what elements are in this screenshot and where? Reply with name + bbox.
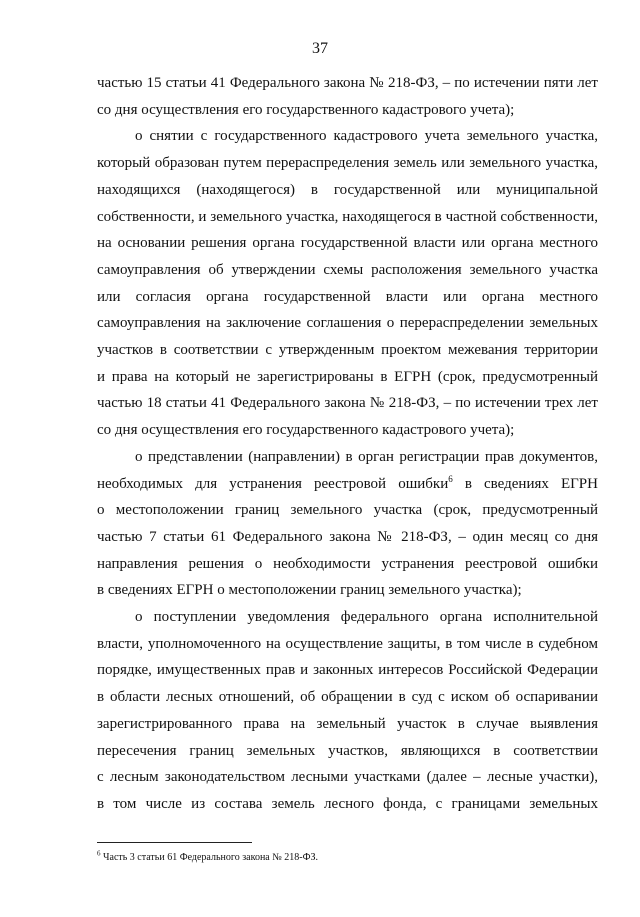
text-line: направления решения о необходимости устранения реестровой ошибки	[97, 555, 598, 572]
text-line: который образован путем перераспределения земель или земельного участка,	[97, 155, 598, 172]
text-line: частью 15 статьи 41 Федерального закона № 218-ФЗ, – по истечении пяти лет	[97, 75, 598, 91]
text-line: находящихся (находящегося) в государственной или муниципальной	[97, 181, 598, 198]
text-line: власти, уполномоченного на осуществление защиты, в том числе в судебном	[97, 635, 598, 652]
text-line: зарегистрированного права на земельный участок в случае выявления	[97, 715, 598, 732]
footnote	[97, 851, 598, 864]
paragraph-4	[97, 604, 598, 818]
text-line: о поступлении уведомления федерального органа исполнительной	[135, 609, 598, 626]
footnote-reference: 6	[448, 473, 453, 484]
paragraph-3	[97, 444, 598, 604]
text-fragment: необходимых для устранения реестровой ошибки	[97, 475, 449, 492]
text-line: о местоположении границ земельного участка (срок, предусмотренный	[97, 502, 598, 519]
text-line: самоуправления на заключение соглашения о перераспределении земельных	[97, 315, 598, 332]
page-number: 37	[312, 40, 328, 57]
text-line: о снятии с государственного кадастрового учета земельного участка,	[135, 128, 598, 145]
text-line: на основании решения органа государственной власти или органа местного	[97, 235, 598, 252]
text-line: или согласия органа государственной власти или органа местного	[97, 288, 598, 305]
footnote-divider	[97, 842, 252, 843]
text-line: участков в соответствии с утвержденным проектом межевания территории	[97, 342, 598, 359]
text-line: в том числе из состава земель лесного фонда, с границами земельных	[97, 795, 598, 812]
text-line: о представлении (направлении) в орган регистрации прав документов,	[135, 448, 598, 465]
text-line: частью 7 статьи 61 Федерального закона № 218-ФЗ, – один месяц со дня	[97, 528, 598, 545]
text-line: со дня осуществления его государственного кадастрового учета);	[97, 422, 515, 439]
text-line: в области лесных отношений, об обращении в суд с иском об оспаривании	[97, 689, 598, 706]
text-line	[97, 471, 598, 498]
text-line: со дня осуществления его государственного кадастрового учета);	[97, 101, 515, 118]
paragraph-2	[97, 123, 598, 443]
text-line: в сведениях ЕГРН о местоположении границ земельного участка);	[97, 582, 522, 599]
text-line: с лесным законодательством лесными участками (далее – лесные участки),	[97, 769, 598, 786]
footnote-text: Часть 3 статьи 61 Федерального закона № 218-ФЗ.	[100, 852, 319, 863]
text-fragment: в сведениях ЕГРН	[452, 475, 598, 492]
text-line: частью 18 статьи 41 Федерального закона № 218-ФЗ, – по истечении трех лет	[97, 395, 598, 412]
text-line: порядке, имущественных прав и законных интересов Российской Федерации	[97, 662, 598, 679]
body-text	[97, 70, 598, 818]
text-line: пересечения границ земельных участков, являющихся в соответствии	[97, 742, 598, 759]
text-line: самоуправления об утверждении схемы расположения земельного участка	[97, 261, 598, 278]
footnote-mark: 6	[97, 849, 101, 858]
paragraph-1	[97, 70, 598, 123]
text-line: собственности, и земельного участка, находящегося в частной собственности,	[97, 208, 598, 225]
text-line: и права на который не зарегистрированы в ЕГРН (срок, предусмотренный	[97, 368, 598, 385]
